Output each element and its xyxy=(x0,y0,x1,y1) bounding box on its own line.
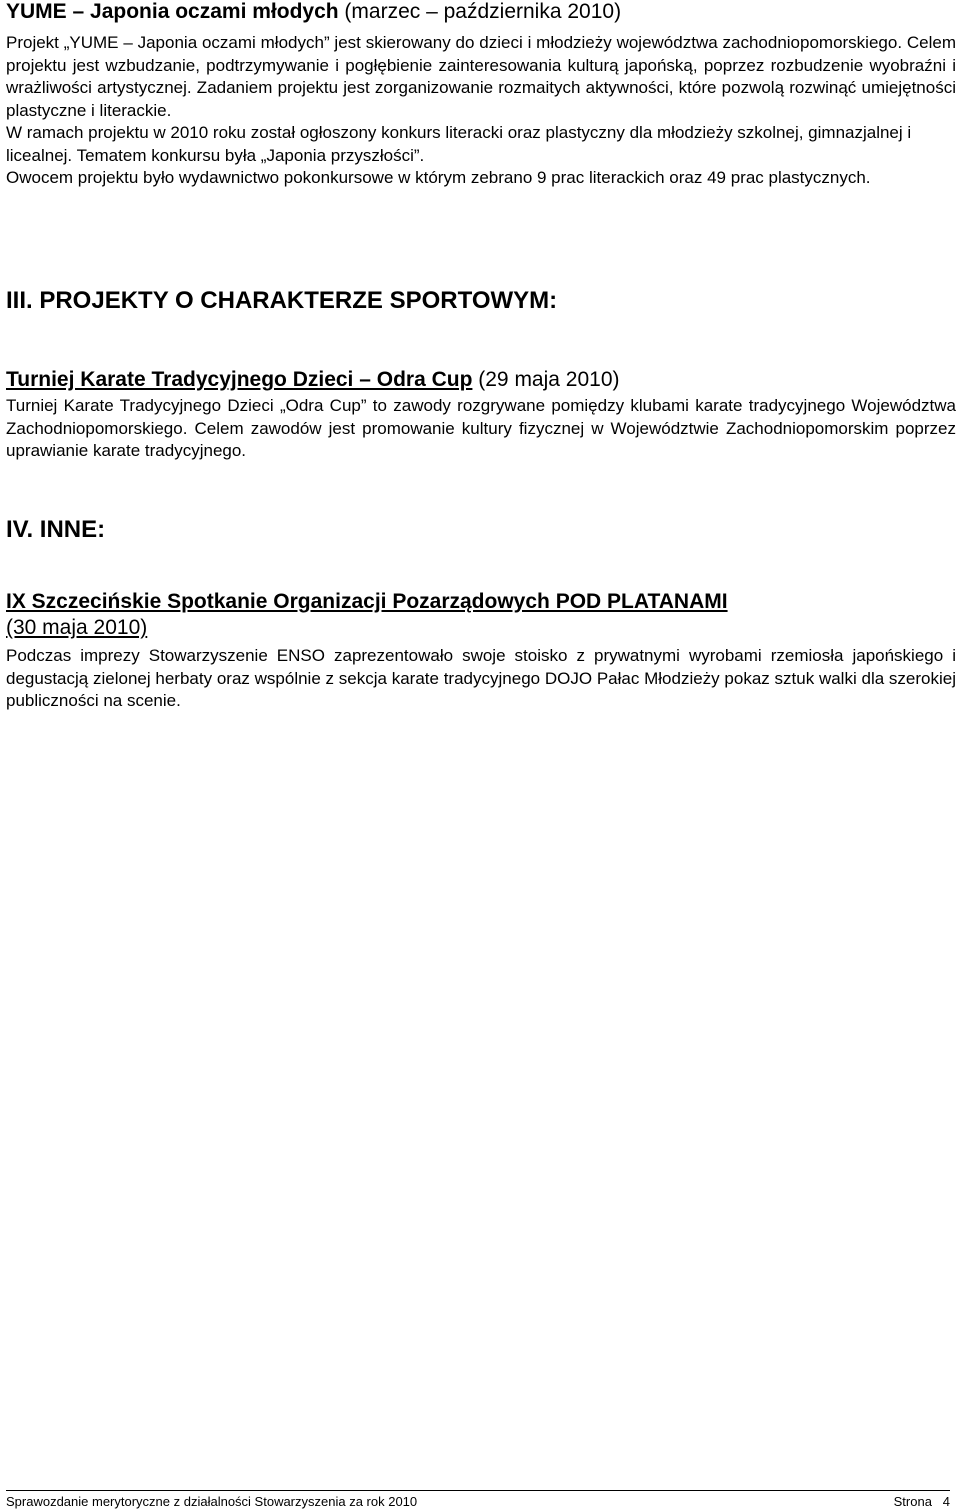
platany-event-name: IX Szczecińskie Spotkanie Organizacji Pozarządowych POD PLATANAMI xyxy=(6,590,728,613)
sport-section xyxy=(6,287,956,463)
sport-heading: III. PROJEKTY O CHARAKTERZE SPORTOWYM: xyxy=(6,287,558,314)
footer-page-number: Strona 4 xyxy=(893,1494,950,1509)
platany-event-date: (30 maja 2010) xyxy=(6,616,148,639)
karate-event-name: Turniej Karate Tradycyjnego Dzieci – Odra Cup xyxy=(6,368,473,391)
yume-title xyxy=(6,0,956,24)
yume-paragraph-2: W ramach projektu w 2010 roku został ogłoszony konkurs literacki oraz plastyczny dla młodzieży szkolnej, gimnazjalnej i licealnej. Tematem konkursu była „Japonia przyszłości”. xyxy=(6,123,912,165)
yume-title-bold: YUME – Japonia oczami młodych xyxy=(6,0,339,23)
platany-event-title xyxy=(6,589,956,641)
footer-report-title: Sprawozdanie merytoryczne z działalności Stowarzyszenia za rok 2010 xyxy=(6,1494,418,1509)
platany-paragraph: Podczas imprezy Stowarzyszenie ENSO zaprezentowało swoje stoisko z prywatnymi wyrobami rzemiosła japońskiego i degustacją zielonej herbaty oraz wspólnie z sekcja karate tradycyjnego DOJO Pałac Młodzieży pokaz sztuk walki dla szerokiej publiczności na scenie. xyxy=(6,646,956,710)
other-section xyxy=(6,516,956,713)
yume-paragraph-3: Owocem projektu było wydawnictwo pokonkursowe w którym zebrano 9 prac literackich oraz 49 prac plastycznych. xyxy=(6,168,871,187)
karate-event-date: (29 maja 2010) xyxy=(472,368,620,391)
page-footer xyxy=(6,1490,950,1509)
other-heading: IV. INNE: xyxy=(6,516,106,543)
yume-paragraph-1: Projekt „YUME – Japonia oczami młodych” jest skierowany do dzieci i młodzieży województwa zachodniopomorskiego. Celem projektu jest wzbudzanie, podtrzymywanie i pogłębienie zainteresowania kulturą japońską, poprzez rozbudzenie wyobraźni i wrażliwości artystycznej. Zadaniem projektu jest zorganizowanie rozmaitych aktywności, które pozwolą rozwinąć umiejętności plastyczne i literackie. xyxy=(6,33,956,120)
karate-event-title xyxy=(6,367,956,393)
yume-section xyxy=(6,0,956,190)
yume-title-date: (marzec – października 2010) xyxy=(338,0,622,23)
karate-paragraph: Turniej Karate Tradycyjnego Dzieci „Odra Cup” to zawody rozgrywane pomiędzy klubami karate tradycyjnego Województwa Zachodniopomorskiego. Celem zawodów jest promowanie kultury fizycznej w Województwie Zachodniopomorskim poprzez uprawianie karate tradycyjnego. xyxy=(6,396,956,460)
